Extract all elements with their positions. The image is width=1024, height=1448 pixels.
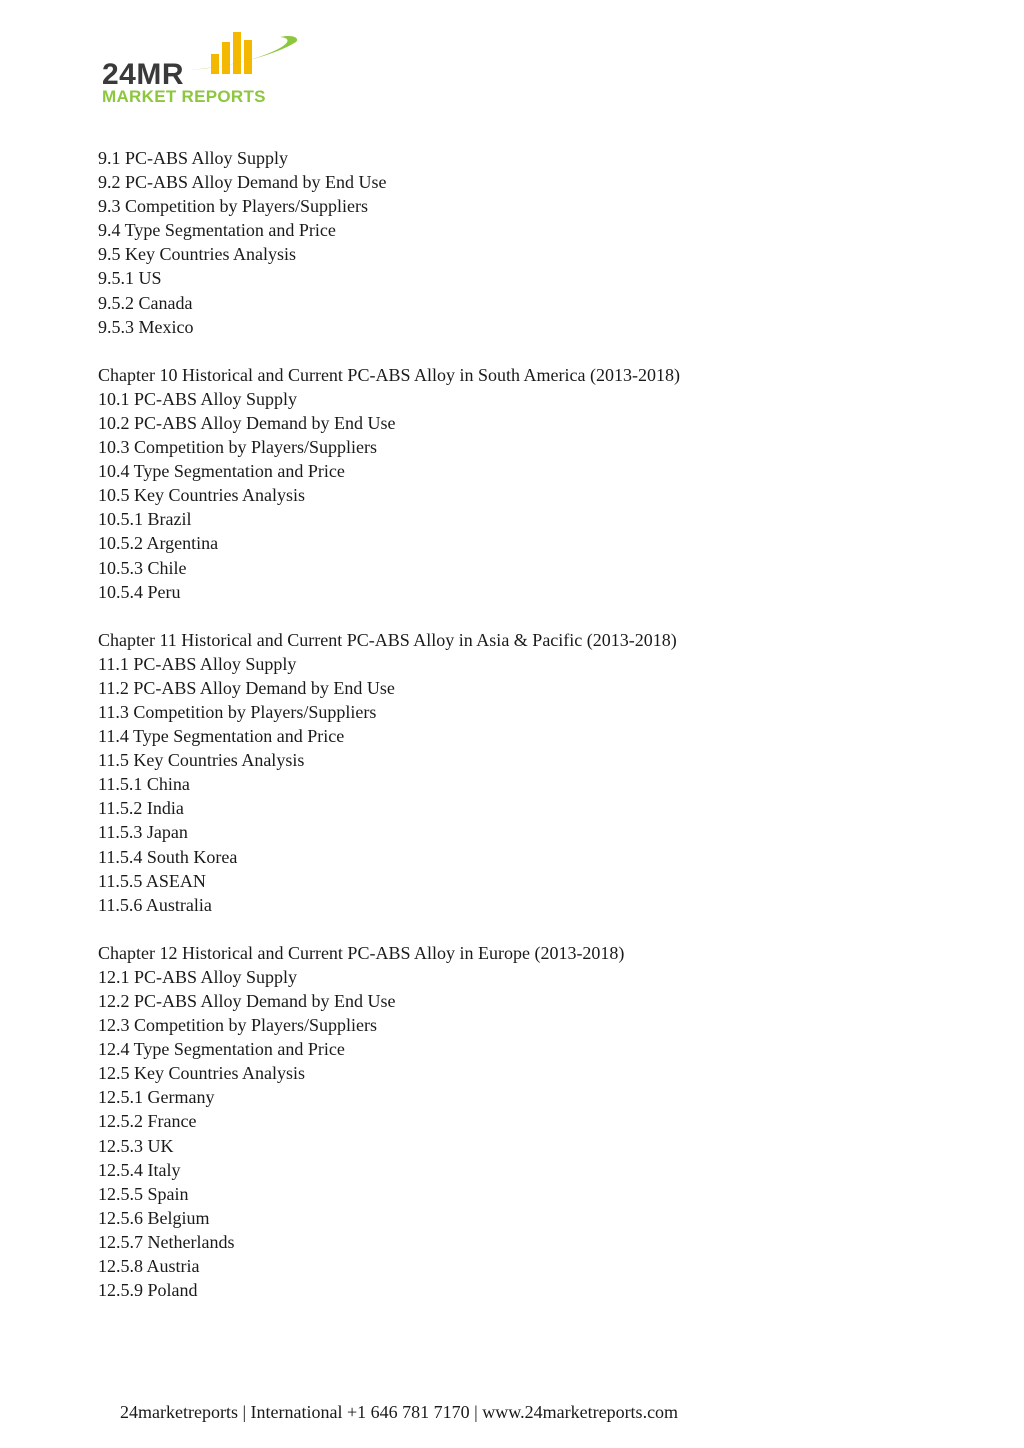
toc-item: 12.5.6 Belgium — [98, 1207, 210, 1228]
toc-item: 11.5.4 South Korea — [98, 846, 238, 867]
toc-item: 10.5.2 Argentina — [98, 533, 219, 554]
toc-item: 11.5.2 India — [98, 798, 184, 819]
toc-item: 12.5.7 Netherlands — [98, 1231, 235, 1252]
toc-item: 12.4 Type Segmentation and Price — [98, 1039, 345, 1060]
toc-item: 9.3 Competition by Players/Suppliers — [98, 196, 368, 217]
toc-section — [98, 941, 898, 1302]
toc-item: 12.2 PC-ABS Alloy Demand by End Use — [98, 991, 396, 1011]
toc-section — [98, 146, 898, 339]
logo-wordmark-bottom: MARKET REPORTS — [102, 87, 266, 106]
chapter-heading: Chapter 10 Historical and Current PC-ABS Alloy in South America (2013-2018) — [98, 364, 680, 385]
toc-item: 10.5.3 Chile — [98, 557, 187, 578]
toc-item: 11.5.5 ASEAN — [98, 870, 206, 891]
toc-item: 11.5 Key Countries Analysis — [98, 750, 305, 771]
toc-item: 12.5.4 Italy — [98, 1159, 181, 1180]
toc-item: 11.3 Competition by Players/Suppliers — [98, 701, 377, 722]
toc-item: 9.1 PC-ABS Alloy Supply — [98, 148, 289, 168]
toc-item: 9.4 Type Segmentation and Price — [98, 220, 336, 241]
company-logo — [100, 28, 310, 108]
toc-item: 12.3 Competition by Players/Suppliers — [98, 1015, 377, 1036]
toc-item: 11.5.1 China — [98, 774, 190, 795]
footer-contact-text: 24marketreports | International +1 646 781 7170 | www.24marketreports.com — [120, 1402, 679, 1422]
toc-item: 11.4 Type Segmentation and Price — [98, 726, 345, 747]
toc-item: 11.5.3 Japan — [98, 822, 188, 843]
toc-item: 12.5.1 Germany — [98, 1087, 215, 1108]
toc-item: 12.5.9 Poland — [98, 1280, 198, 1301]
toc-item: 10.2 PC-ABS Alloy Demand by End Use — [98, 412, 396, 433]
chapter-heading: Chapter 12 Historical and Current PC-ABS Alloy in Europe (2013-2018) — [98, 942, 625, 963]
toc-item: 12.5 Key Countries Analysis — [98, 1063, 305, 1084]
toc-item: 11.5.6 Australia — [98, 894, 212, 915]
toc-item: 11.2 PC-ABS Alloy Demand by End Use — [98, 677, 395, 698]
toc-item: 12.5.2 France — [98, 1111, 197, 1132]
toc-item: 9.5 Key Countries Analysis — [98, 244, 296, 265]
toc-item: 10.3 Competition by Players/Suppliers — [98, 437, 377, 458]
toc-section — [98, 628, 898, 917]
toc-item: 12.1 PC-ABS Alloy Supply — [98, 966, 298, 987]
toc-item: 10.5 Key Countries Analysis — [98, 485, 305, 506]
toc-item: 10.1 PC-ABS Alloy Supply — [98, 388, 298, 409]
toc-item: 12.5.3 UK — [98, 1135, 174, 1156]
chapter-heading: Chapter 11 Historical and Current PC-ABS Alloy in Asia & Pacific (2013-2018) — [98, 629, 677, 650]
logo-wordmark-top: 24MR — [102, 58, 185, 91]
toc-item: 10.5.1 Brazil — [98, 509, 192, 530]
toc-item: 12.5.5 Spain — [98, 1183, 189, 1204]
toc-item: 9.2 PC-ABS Alloy Demand by End Use — [98, 172, 387, 193]
toc-item: 12.5.8 Austria — [98, 1256, 200, 1277]
toc-item: 9.5.3 Mexico — [98, 316, 194, 337]
toc-item: 9.5.1 US — [98, 268, 162, 289]
table-of-contents — [98, 146, 898, 1326]
toc-item: 9.5.2 Canada — [98, 292, 193, 313]
toc-item: 10.5.4 Peru — [98, 581, 181, 602]
toc-item: 11.1 PC-ABS Alloy Supply — [98, 653, 297, 674]
toc-item: 10.4 Type Segmentation and Price — [98, 461, 345, 482]
toc-section — [98, 363, 898, 604]
